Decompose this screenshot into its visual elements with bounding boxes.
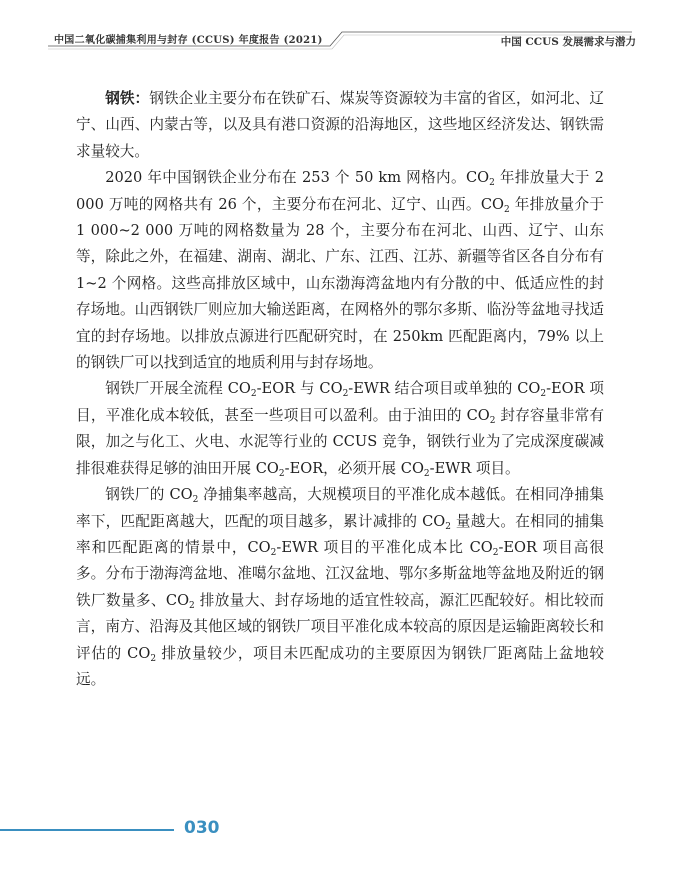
text-run: 封存容量非常有限，加之与化工、火电、水泥等行业的 CCUS 竞争，钢铁行业为了完成深度碳减排很难获得足够的油田开展 CO (76, 406, 604, 477)
header-report-title: 中国二氧化碳捕集利用与封存 (CCUS) 年度报告 (2021) (54, 35, 323, 46)
subscript: 2 (270, 547, 277, 558)
text-run: -EOR 项目，平准化成本较低，甚至一些项目可以盈利。由于油田的 CO (76, 380, 604, 424)
paragraph-steel-overview (76, 86, 604, 165)
text-run: -EWR 项目的平准化成本比 CO (276, 538, 493, 556)
text-run: 年排放量介于 1 000~2 000 万吨的网格数量为 28 个，主要分布在河北、山西、辽宁、山东等，除此之外，在福建、湖南、湖北、广东、江西、江苏、新疆等省区各自分布有 1~2 个网格。这些高排放区域中，山东渤海湾盆地内有分散的中、低适应性的封存场地。山西钢铁厂则应加大输送距离，在网格外的鄂尔多斯、临汾等盆地寻找适宜的封存场地。以排放点源进行匹配研究时，在 250km 匹配距离内，79% 以上的钢铁厂可以找到适宜的地质利用与封存场地。 (76, 195, 604, 372)
text-run: -EOR 与 CO (256, 380, 343, 398)
paragraph-steel-capture-cost (76, 482, 604, 693)
text-run: -EOR，必须开展 CO (284, 459, 424, 477)
subscript: 2 (192, 495, 199, 506)
text-run: 2020 年中国钢铁企业分布在 253 个 50 km 网格内。 (105, 169, 466, 187)
text-run: -EOR 项目高很多。分布于渤海湾盆地、准噶尔盆地、江汉盆地、鄂尔多斯盆地等盆地及附近的钢铁厂数量多、CO (76, 538, 604, 609)
text-run: 排放量大、封存场地的适宜性较高，源汇匹配较好。相比较而言，南方、沿海及其他区域的钢铁厂项目平准化成本较高的原因是运输距离较长和评估的 CO (76, 591, 604, 662)
subscript: 2 (342, 389, 349, 400)
body-text (76, 86, 604, 693)
subscript: 2 (250, 389, 257, 400)
subscript: 2 (150, 653, 157, 664)
text-run: CO (466, 169, 490, 187)
header-chapter-title: 中国 CCUS 发展需求与潜力 (500, 36, 636, 48)
text-run: 钢铁厂的 CO (105, 486, 193, 504)
text-run: CO (480, 195, 505, 213)
page-number: 030 (184, 818, 220, 838)
text-run: -EWR 项目。 (429, 459, 520, 477)
text-run: 量越大。在相同的捕集率和匹配距离的情景中，CO (76, 512, 605, 556)
paragraph-lead-label: 钢铁： (105, 90, 150, 107)
running-header (0, 0, 680, 50)
subscript: 2 (504, 204, 510, 215)
subscript: 2 (489, 178, 495, 189)
text-run: -EWR 结合项目或单独的 CO (348, 380, 541, 398)
text-run: 排放量较少，项目未匹配成功的主要原因为钢铁厂距离陆上盆地较远。 (76, 644, 604, 688)
paragraph-steel-eor-ewr (76, 376, 604, 482)
text-run: 净捕集率越高，大规模项目的平准化成本越低。在相同净捕集率下，匹配距离越大，匹配的项目越多，累计减排的 CO (76, 486, 604, 530)
subscript: 2 (445, 521, 451, 532)
paragraph-steel-distribution (76, 165, 604, 376)
subscript: 2 (489, 415, 496, 426)
text-run: 钢铁厂开展全流程 CO (105, 380, 251, 398)
subscript: 2 (278, 468, 285, 479)
subscript: 2 (540, 389, 547, 400)
subscript: 2 (189, 600, 195, 611)
subscript: 2 (492, 547, 499, 558)
subscript: 2 (423, 468, 430, 479)
paragraph-text: 钢铁企业主要分布在铁矿石、煤炭等资源较为丰富的省区，如河北、辽宁、山西、内蒙古等，以及具有港口资源的沿海地区，这些地区经济发达、钢铁需求量较大。 (76, 90, 604, 160)
footer-accent-line (0, 829, 174, 831)
text-run: 年排放量大于 2 000 万吨的网格共有 26 个，主要分布在河北、辽宁、山西。 (76, 169, 604, 213)
